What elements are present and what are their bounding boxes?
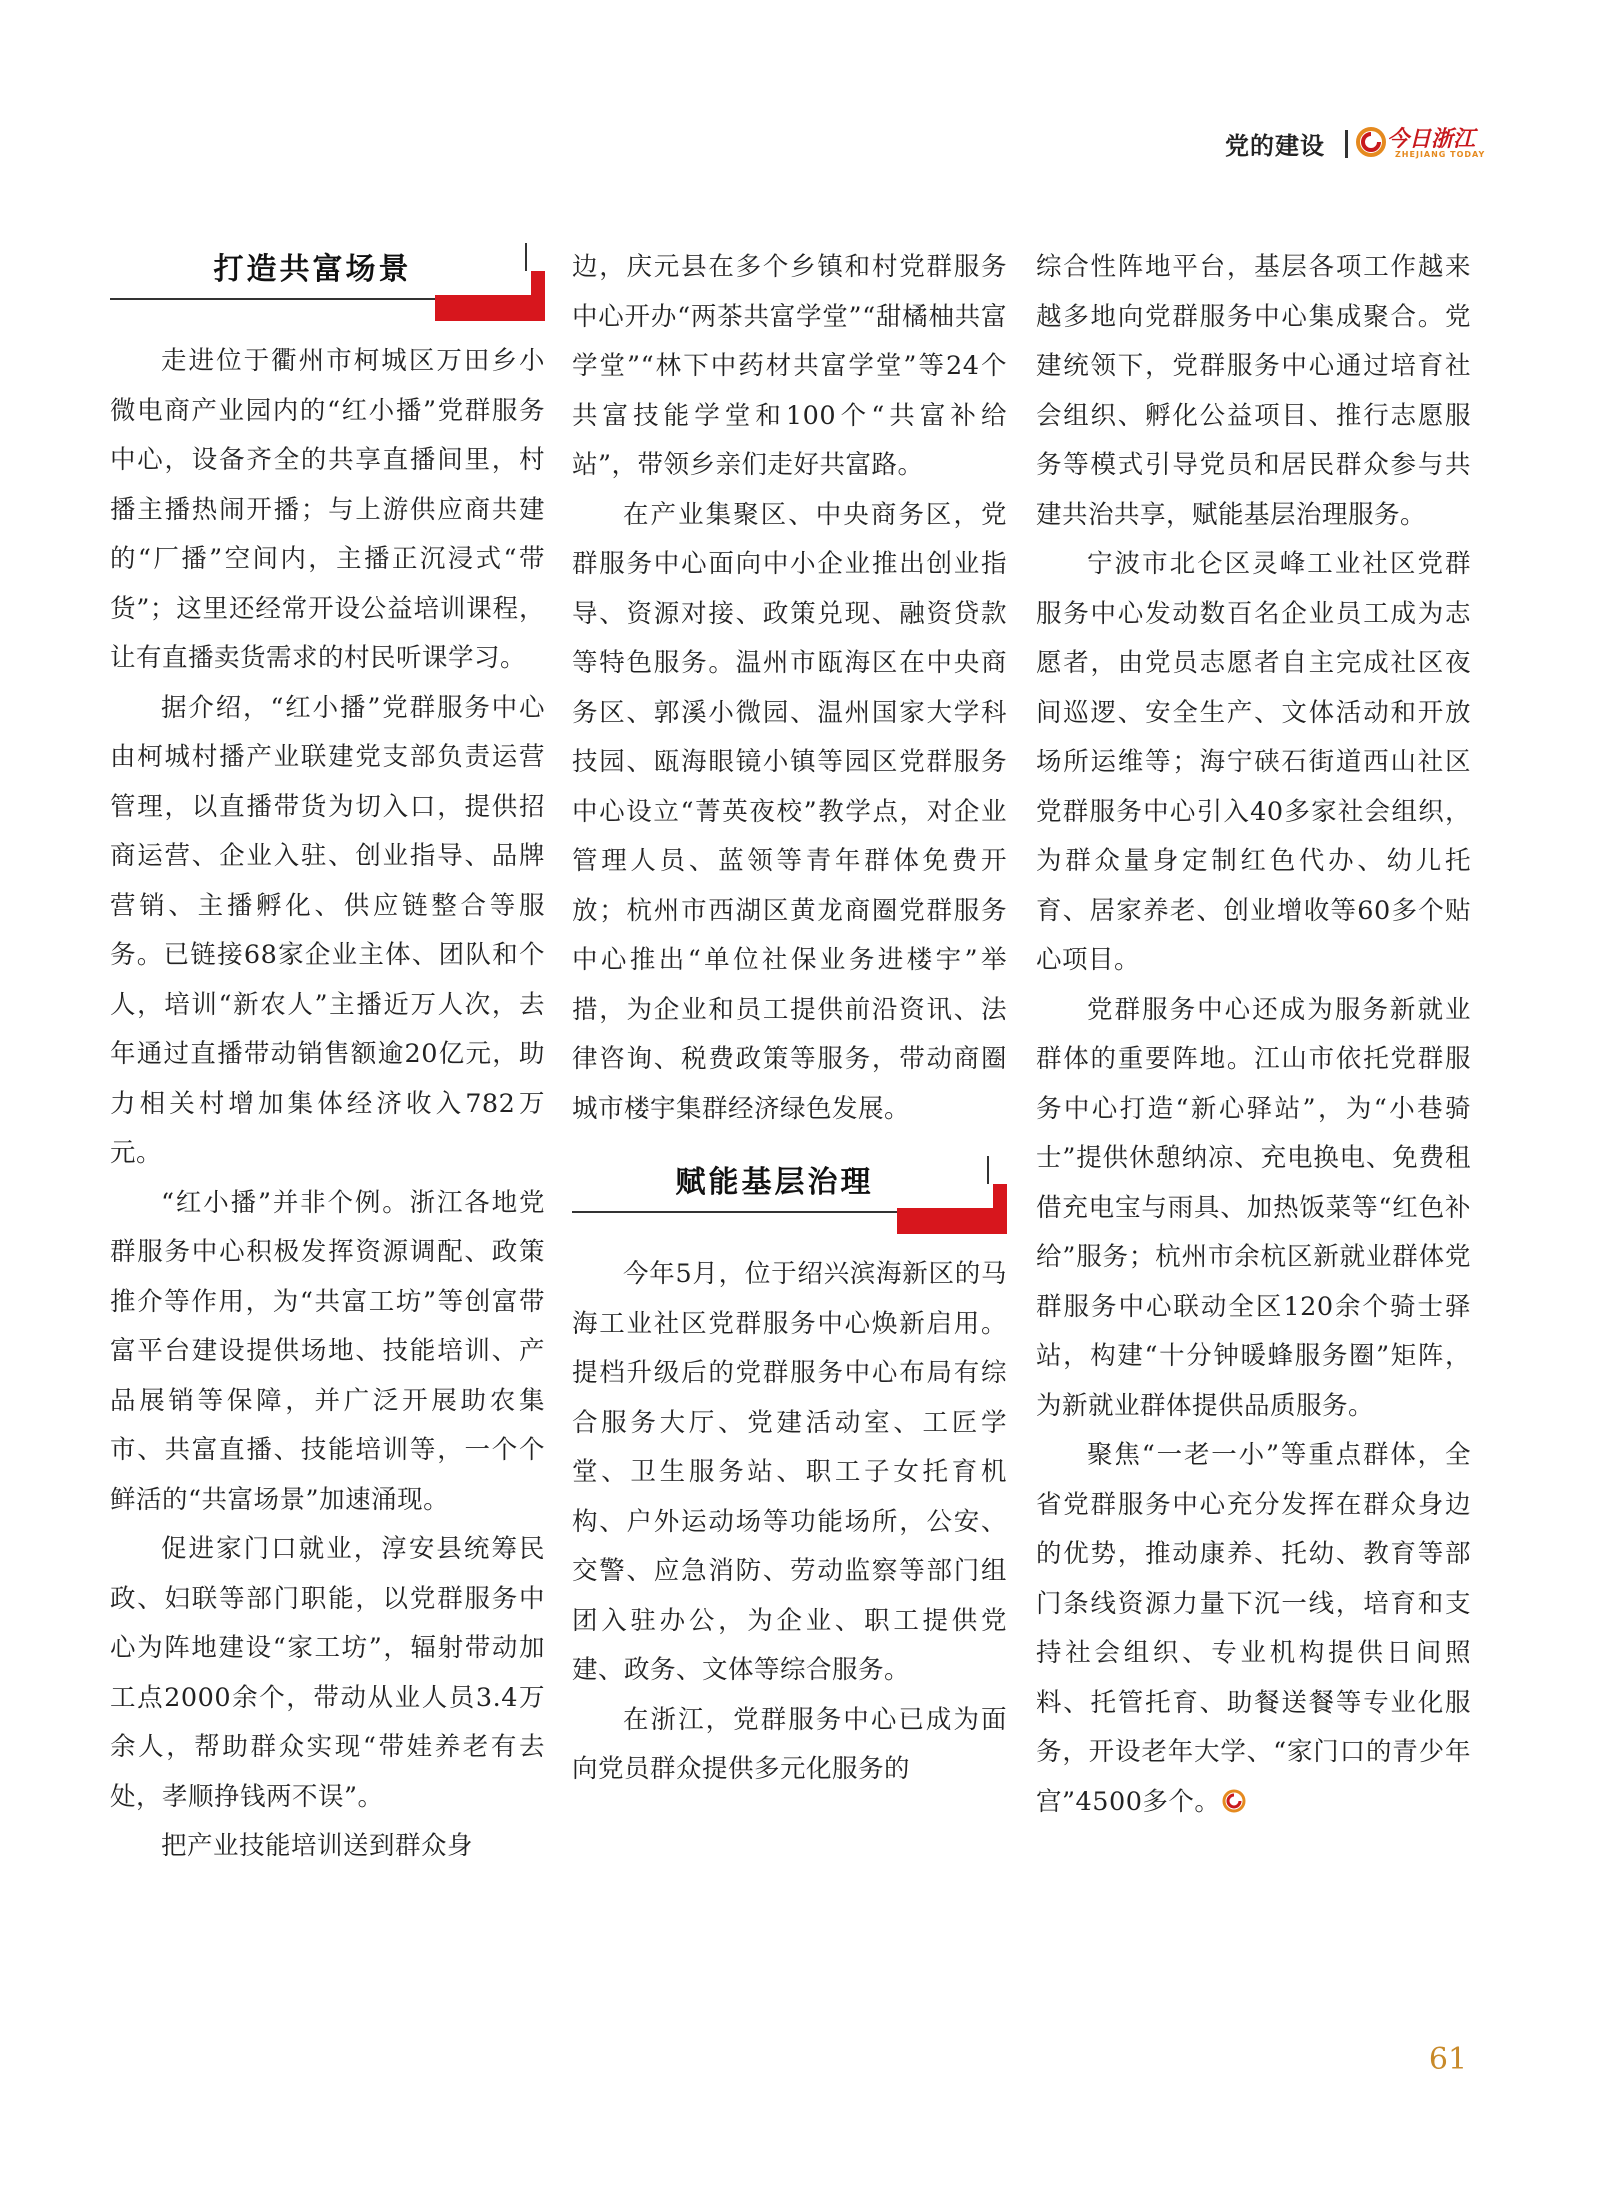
paragraph: 在产业集聚区、中央商务区，党群服务中心面向中小企业推出创业指导、资源对接、政策兑现、融资贷款等特色服务。温州市瓯海区在中央商务区、郭溪小微园、温州国家大学科技园、瓯海眼镜小镇等园区党群服务中心设立“菁英夜校”教学点，对企业管理人员、蓝领等青年群体免费开放；杭州市西湖区黄龙商圈党群服务中心推出“单位社保业务进楼宇”举措，为企业和员工提供前沿资讯、法律咨询、税费政策等服务，带动商圈城市楼宇集群经济绿色发展。 [572, 499, 1007, 1124]
heading-accent-bar [435, 295, 545, 321]
paragraph: 在浙江，党群服务中心已成为面向党员群众提供多元化服务的 [572, 1704, 1007, 1784]
heading-accent-bar [897, 1208, 1007, 1234]
paragraph: “红小播”并非个例。浙江各地党群服务中心积极发挥资源调配、政策推介等作用，为“共富工坊”等创富带富平台建设提供场地、技能培训、产品展销等保障，并广泛开展助农集市、共富直播、技能培训等，一个个鲜活的“共富场景”加速涌现。 [110, 1187, 545, 1515]
heading-text: 赋能基层治理 [675, 1165, 874, 1200]
paragraph [1036, 1431, 1471, 1827]
paragraph: 据介绍，“红小播”党群服务中心由柯城村播产业联建党支部负责运营管理，以直播带货为切入口，提供招商运营、企业入驻、创业指导、品牌营销、主播孵化、供应链整合等服务。已链接68家企业主体、团队和个人，培训“新农人”主播近万人次，去年通过直播带动销售额逾20亿元，助力相关村增加集体经济收入782万元。 [110, 692, 545, 1168]
column-3 [1036, 243, 1471, 1827]
paragraph: 把产业技能培训送到群众身 [161, 1831, 474, 1861]
logo-swirl-icon [1355, 126, 1387, 158]
section-heading-2 [572, 1156, 1007, 1246]
end-mark-icon [1222, 1789, 1246, 1813]
paragraph: 综合性阵地平台，基层各项工作越来越多地向党群服务中心集成聚合。党建统领下，党群服务中心通过培育社会组织、孵化公益项目、推行志愿服务等模式引导党员和居民群众参与共建共治共享，赋能基层治理服务。 [1036, 252, 1471, 530]
paragraph: 促进家门口就业，淳安县统筹民政、妇联等部门职能，以党群服务中心为阵地建设“家工坊”，辐射带动加工点2000余个，带动从业人员3.4万余人，帮助群众实现“带娃养老有去处，孝顺挣钱两不误”。 [110, 1534, 545, 1812]
heading-rule-cap [525, 243, 527, 271]
header-divider [1345, 130, 1348, 158]
section-heading-1 [110, 243, 545, 333]
paragraph: 今年5月，位于绍兴滨海新区的马海工业社区党群服务中心焕新启用。提档升级后的党群服务中心布局有综合服务大厅、党建活动室、工匠学堂、卫生服务站、职工子女托育机构、户外运动场等功能场所，公安、交警、应急消防、劳动监察等部门组团入驻办公，为企业、职工提供党建、政务、文体等综合服务。 [572, 1259, 1007, 1685]
column-2 [572, 243, 1007, 1795]
paragraph-text: 聚焦“一老一小”等重点群体，全省党群服务中心充分发挥在群众身边的优势，推动康养、托幼、教育等部门条线资源力量下沉一线，培育和支持社会组织、专业机构提供日间照料、托管托育、助餐送餐等专业化服务，开设老年大学、“家门口的青少年宫”4500多个。 [1036, 1440, 1471, 1817]
heading-rule-cap [987, 1156, 989, 1184]
section-title: 党的建设 [1225, 132, 1325, 160]
heading-text: 打造共富场景 [213, 252, 412, 287]
logo-text: 今日浙江 [1387, 126, 1476, 152]
paragraph: 宁波市北仑区灵峰工业社区党群服务中心发动数百名企业员工成为志愿者，由党员志愿者自主完成社区夜间巡逻、安全生产、文体活动和开放场所运维等；海宁硖石街道西山社区党群服务中心引入40多家社会组织，为群众量身定制红色代办、幼儿托育、居家养老、创业增收等60多个贴心项目。 [1036, 549, 1471, 975]
page-header [1215, 118, 1485, 168]
column-1 [110, 243, 545, 1872]
paragraph: 走进位于衢州市柯城区万田乡小微电商产业园内的“红小播”党群服务中心，设备齐全的共享直播间里，村播主播热闹开播；与上游供应商共建的“厂播”空间内，主播正沉浸式“带货”；这里还经常开设公益培训课程，让有直播卖货需求的村民听课学习。 [110, 346, 545, 673]
logo-subtext: ZHEJIANG TODAY [1395, 150, 1486, 159]
paragraph: 边，庆元县在多个乡镇和村党群服务中心开办“两茶共富学堂”“甜橘柚共富学堂”“林下中药材共富学堂”等24个共富技能学堂和100个“共富补给站”，带领乡亲们走好共富路。 [572, 252, 1007, 480]
page-number: 61 [1428, 2042, 1468, 2077]
paragraph: 党群服务中心还成为服务新就业群体的重要阵地。江山市依托党群服务中心打造“新心驿站”，为“小巷骑士”提供休憩纳凉、充电换电、免费租借充电宝与雨具、加热饭菜等“红色补给”服务；杭州市余杭区新就业群体党群服务中心联动全区120余个骑士驿站，构建“十分钟暖蜂服务圈”矩阵，为新就业群体提供品质服务。 [1036, 994, 1471, 1421]
